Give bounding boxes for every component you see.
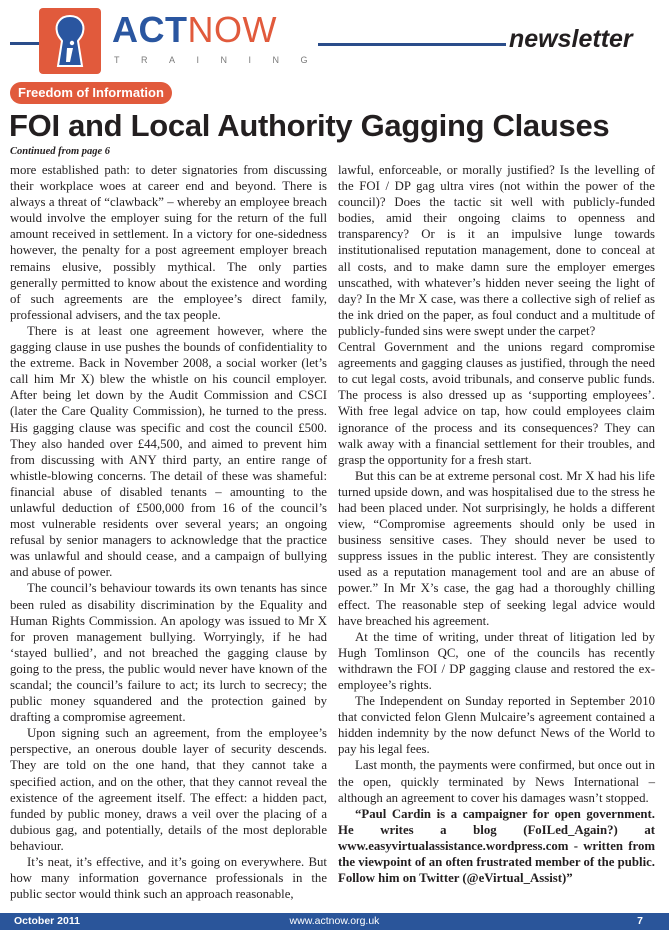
author-bio: “Paul Cardin is a campaigner for open government. He writes a blog (FoILed_Again?) at www.easyvirtualassistance.wordpress.com - written from the viewpoint of an often frustrated member of the public. Follow him on Twitter (@eVirtual_Assist)” [338,806,655,886]
page-footer [0,913,669,930]
paragraph: At the time of writing, under threat of litigation led by Hugh Tomlinson QC, one of the councils has recently withdrawn the FOI / DP gagging clause and restored the ex-employee’s rights. [338,629,655,692]
paragraph: The council’s behaviour towards its own tenants has since been ruled as disability discrimination by the Equality and Human Rights Commission. An apology was issued to Mr X for proven management bullying. Worryingly, if he had ‘stayed bullied’, and not breached the gagging clause by going to the press, the public would never have known of the scandal; the council’s failure to act; its lurch to secrecy; the public money squandered and the protection gained by drafting a compromise agreement. [10,581,327,725]
article-column-left [10,162,327,902]
paragraph: Upon signing such an agreement, from the employee’s perspective, an onerous double layer of security descends. They are told on the one hand, that they cannot take a specified action, and on the other, that they cannot reveal the existence of the agreement itself. The effect: a hidden pact, funded by public money, draws a veil over the placing of a dubious gag, and potentially, details of the most deplorable behaviour. [10,726,327,853]
masthead-rule-right [318,43,506,46]
section-badge: Freedom of Information [10,82,172,104]
paragraph: It’s neat, it’s effective, and it’s going on everywhere. But how many information governance professionals in the public sector would think such an approach reasonable, [10,855,327,902]
paragraph: Central Government and the unions regard compromise agreements and gagging clauses as justified, through the need to cut legal costs, avoid tribunals, and conserve public funds. The process is also dressed up as ‘supporting employees’. With free legal advice on tap, how could employees claim ignorance of the process and its consequences? They can walk away with a financial settlement for their troubles, and grasp the opportunity for a fresh start. [338,340,655,467]
footer-url[interactable]: www.actnow.org.uk [289,915,380,927]
continued-note: Continued from page 6 [10,146,111,157]
paragraph: Last month, the payments were confirmed, but once out in the open, quickly terminated by News International – although an agreement to cover his damages wasn’t stopped. [338,758,655,805]
article-title: FOI and Local Authority Gagging Clauses [9,108,610,143]
brand-logo [112,11,277,49]
paragraph: But this can be at extreme personal cost. Mr X had his life turned upside down, and was hospitalised due to the stress he had been placed under. Not surprisingly, he holds a different view, “Compromise agreements should only be used in business sensitive cases. They should never be used to suppress issues in the public interest. They are consistently used as a reputation management tool and are an abuse of power.” In Mr X’s case, the gag had a thoroughly chilling effect. The reasonable step of seeking legal advice would have breached his agreement. [338,468,655,628]
brand-now: NOW [187,9,277,50]
masthead-rule-left [10,42,40,45]
masthead [0,0,669,80]
page-number: 7 [637,915,643,927]
paragraph: There is at least one agreement however, where the gagging clause in use pushes the bounds of confidentiality to the extreme. Back in November 2008, a social worker (let’s call him Mr X) blew the whistle on his council employer. After being let down by the Audit Commission and CSCI (later the Care Quality Commission), he turned to the press. His gagging clause was specific and cost the council £500. They also handed over £44,500, and aimed to prevent him from discussing with ANY third party, an entire range of whistle-blowing concerns. The detail of these was shameful: financial abuse of disabled tenants – amounting to the unlawful deduction of £500,000 from 16 of the council’s most vulnerable residents over several years; an ongoing refusal by senior managers to acknowledge that the practice was unlawful and should cease, and a campaign of bullying and abuse of power. [10,323,327,580]
paragraph: The Independent on Sunday reported in September 2010 that convicted felon Glenn Mulcaire’s agreement contained a hidden indemnity by the now defunct News of the World to pay his legal fees. [338,694,655,757]
article-column-right [338,162,655,886]
paragraph: lawful, enforceable, or morally justified? Is the levelling of the FOI / DP gag ultra vires (not within the power of the council)? Does the tactic sit well with publicly-funded bodies, amid their ongoing claims to openness and transparency? Or is it an impulsive lunge towards institutionalised reputation management, done to conceal at all costs, and to make damn sure the employer emerges unscathed, with whatever’s hidden never seeing the light of day? In the Mr X case, was there a collective sigh of relief as the ink dried on the paper, as foul conduct and a multitude of publicly-funded sins were swept under the carpet? [338,163,655,338]
publication-name: newsletter [509,25,633,53]
brand-subtitle: TRAINING [114,55,330,65]
paragraph: more established path: to deter signatories from discussing their workplace woes at career end and beyond. There is always a threat of “clawback” – whereby an employee breach would involve the employer suing for the return of the full amount received in settlement. In a victory for one-sidedness however, the penalty for a post agreement employer breach remains elusive, possibly mythical. The only parties generally permitted to know about the existence and wording of such agreements are the employee’s direct family, professional advisers, and the tax people. [10,163,327,322]
keyhole-info-icon [39,8,101,74]
footer-date: October 2011 [14,915,80,927]
brand-act: ACT [112,9,188,50]
